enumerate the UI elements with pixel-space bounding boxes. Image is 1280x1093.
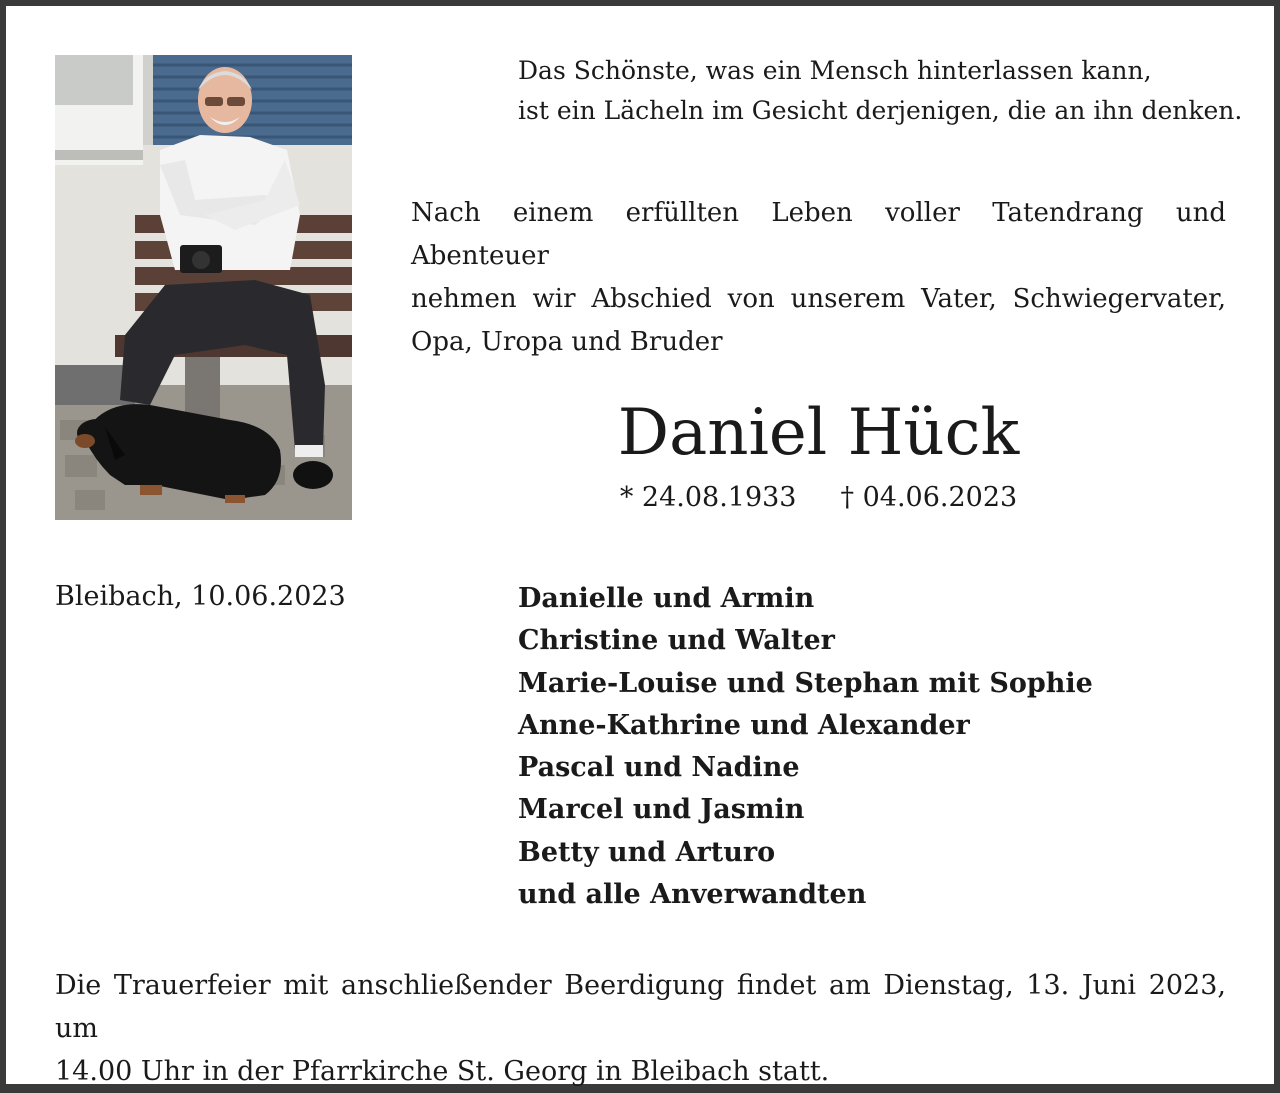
funeral-line: 14.00 Uhr in der Pfarrkirche St. Georg in Bleibach statt. [55, 1056, 830, 1087]
intro-line: Opa, Uropa und Bruder [411, 327, 723, 357]
intro-line: nehmen wir Abschied von unserem Vater, Schwiegervater, [411, 284, 1226, 314]
list-item: Anne-Kathrine und Alexander [518, 709, 970, 741]
quote-line: Das Schönste, was ein Mensch hinterlassen kann, [518, 56, 1152, 85]
intro-line: Nach einem erfüllten Leben voller Tatendrang und Abenteuer [411, 198, 1226, 271]
deceased-name: Daniel Hück [617, 396, 1020, 470]
death-date: † 04.06.2023 [840, 482, 1018, 513]
intro-text [411, 192, 1226, 364]
list-item: Christine und Walter [518, 625, 835, 657]
life-dates [411, 478, 1226, 518]
list-item: Marie-Louise und Stephan mit Sophie [518, 667, 1093, 699]
birth-date: * 24.08.1933 [619, 482, 797, 513]
list-item: Danielle und Armin [518, 583, 815, 614]
funeral-details [55, 964, 1226, 1093]
portrait-photo [55, 55, 352, 520]
mourners-list [518, 578, 1093, 916]
quote-line: ist ein Lächeln im Gesicht derjenigen, die an ihn denken. [518, 96, 1243, 125]
list-item: Betty und Arturo [518, 836, 776, 868]
place-and-date: Bleibach, 10.06.2023 [55, 581, 346, 612]
list-item: Marcel und Jasmin [518, 794, 805, 826]
list-item: Pascal und Nadine [518, 752, 800, 784]
portrait-photo-icon [55, 55, 352, 520]
list-item: und alle Anverwandten [518, 879, 867, 911]
obituary-notice [6, 6, 1274, 1087]
funeral-line: Die Trauerfeier mit anschließender Beerdigung findet am Dienstag, 13. Juni 2023, um [55, 970, 1226, 1044]
epitaph-quote [518, 51, 1242, 131]
